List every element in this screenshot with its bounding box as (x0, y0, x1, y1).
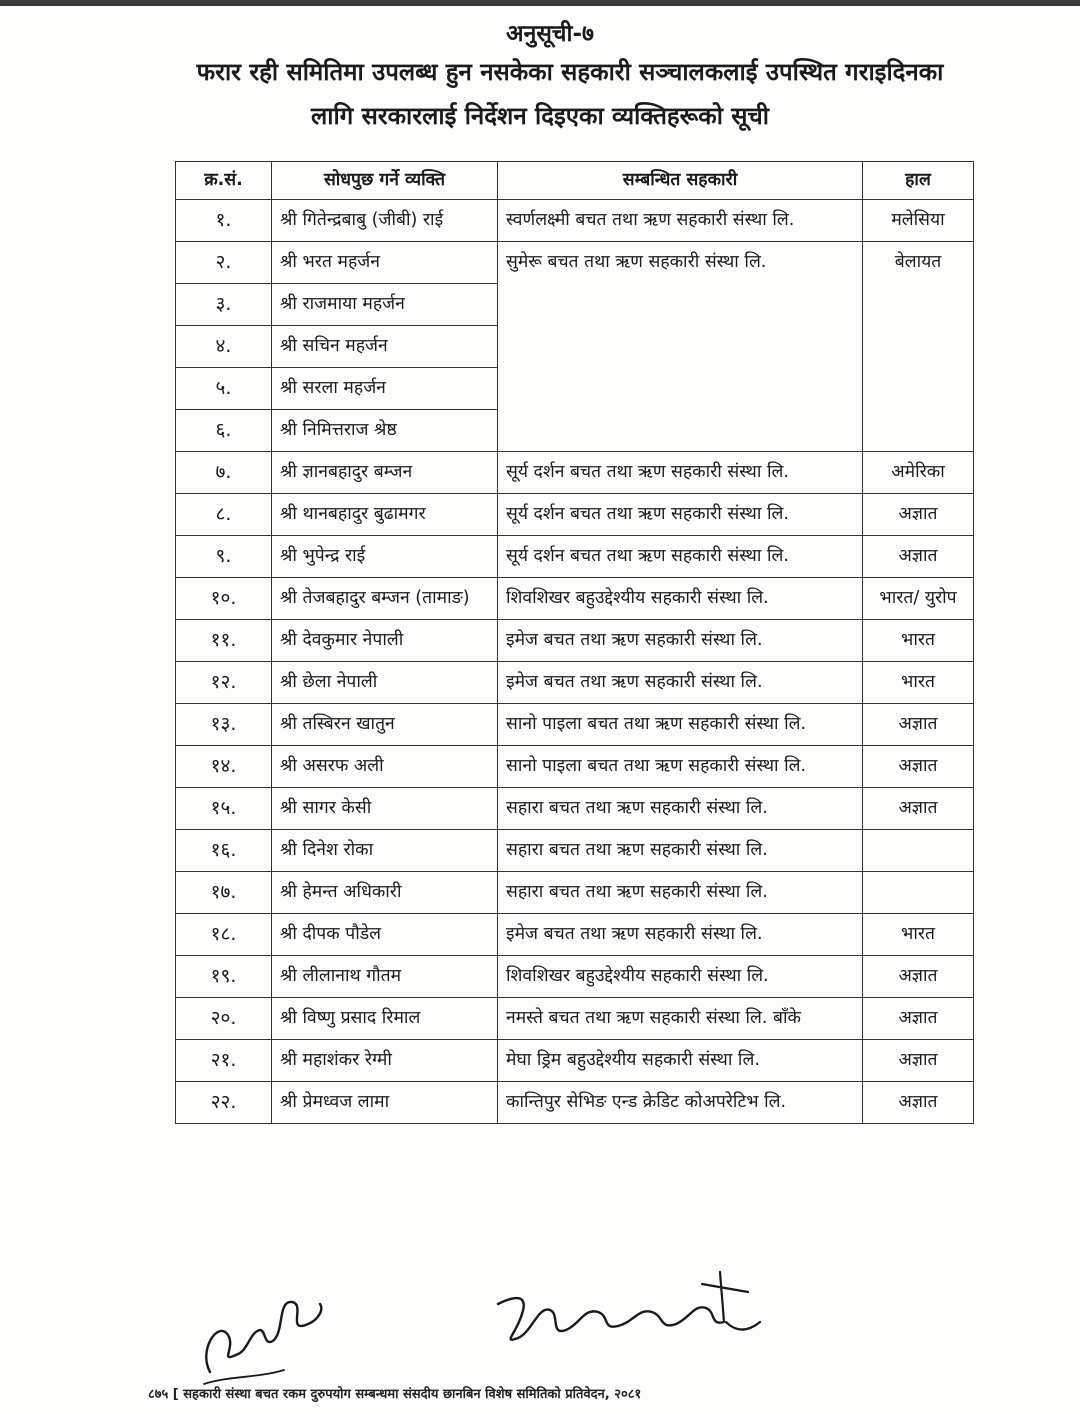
status-cell: अज्ञात (863, 1040, 974, 1082)
schedule-label: अनुसूची-७ (506, 21, 594, 47)
heading-line-1: फरार रही समितिमा उपलब्ध हुन नसकेका सहकारी सञ्चालकलाई उपस्थित गराइदिनका (196, 58, 944, 86)
cooperative-cell: सूर्य दर्शन बचत तथा ऋण सहकारी संस्था लि. (498, 494, 863, 536)
serial-cell: ६. (176, 410, 272, 452)
table-row (176, 830, 974, 872)
status-cell: भारत (863, 914, 974, 956)
serial-cell: १६. (176, 830, 272, 872)
person-cell: श्री ज्ञानबहादुर बम्जन (272, 452, 498, 494)
person-cell: श्री भरत महर्जन (272, 242, 498, 284)
serial-cell: १९. (176, 956, 272, 998)
top-border (0, 0, 1080, 6)
serial-cell: ४. (176, 326, 272, 368)
table-row (176, 452, 974, 494)
status-cell: भारत/ युरोप (863, 578, 974, 620)
person-cell: श्री देवकुमार नेपाली (272, 620, 498, 662)
table-row (176, 200, 974, 242)
serial-cell: ८. (176, 494, 272, 536)
person-cell: श्री राजमाया महर्जन (272, 284, 498, 326)
status-cell: अज्ञात (863, 704, 974, 746)
table-row (176, 914, 974, 956)
table-row (176, 746, 974, 788)
serial-cell: १८. (176, 914, 272, 956)
status-cell: अमेरिका (863, 452, 974, 494)
table-row (176, 242, 974, 284)
status-cell: अज्ञात (863, 788, 974, 830)
person-cell: श्री विष्णु प्रसाद रिमाल (272, 998, 498, 1040)
cooperative-cell: सहारा बचत तथा ऋण सहकारी संस्था लि. (498, 872, 863, 914)
cooperative-cell: सूर्य दर्शन बचत तथा ऋण सहकारी संस्था लि. (498, 536, 863, 578)
status-cell: मलेसिया (863, 200, 974, 242)
table-row (176, 788, 974, 830)
status-cell (863, 872, 974, 914)
person-cell: श्री सरला महर्जन (272, 368, 498, 410)
person-cell: श्री दीपक पौडेल (272, 914, 498, 956)
serial-cell: ९. (176, 536, 272, 578)
cooperative-cell: कान्तिपुर सेभिङ एन्ड क्रेडिट कोअपरेटिभ लि. (498, 1082, 863, 1124)
serial-cell: ७. (176, 452, 272, 494)
cooperative-cell: सानो पाइला बचत तथा ऋण सहकारी संस्था लि. (498, 746, 863, 788)
status-cell: अज्ञात (863, 494, 974, 536)
page-footer: ८७५ [ सहकारी संस्था बचत रकम दुरुपयोग सम्बन्धमा संसदीय छानबिन विशेष समितिको प्रतिवेदन, २०८१ (148, 1387, 642, 1402)
title-block (0, 16, 1080, 136)
status-cell: अज्ञात (863, 956, 974, 998)
table-row (176, 536, 974, 578)
person-cell: श्री असरफ अली (272, 746, 498, 788)
person-cell: श्री थानबहादुर बुढामगर (272, 494, 498, 536)
serial-cell: ५. (176, 368, 272, 410)
person-cell: श्री सचिन महर्जन (272, 326, 498, 368)
serial-cell: १०. (176, 578, 272, 620)
serial-cell: १७. (176, 872, 272, 914)
signature-right (488, 1264, 778, 1364)
person-cell: श्री प्रेमध्वज लामा (272, 1082, 498, 1124)
status-cell: भारत (863, 620, 974, 662)
table-row (176, 1082, 974, 1124)
person-cell: श्री महाशंकर रेग्मी (272, 1040, 498, 1082)
cooperative-cell: सहारा बचत तथा ऋण सहकारी संस्था लि. (498, 830, 863, 872)
serial-cell: ३. (176, 284, 272, 326)
status-cell: भारत (863, 662, 974, 704)
table-row (176, 662, 974, 704)
table-row (176, 1040, 974, 1082)
serial-cell: २०. (176, 998, 272, 1040)
status-cell: अज्ञात (863, 1082, 974, 1124)
status-cell: बेलायत (863, 242, 974, 452)
person-cell: श्री निमित्तराज श्रेष्ठ (272, 410, 498, 452)
cooperative-cell: स्वर्णलक्ष्मी बचत तथा ऋण सहकारी संस्था लि. (498, 200, 863, 242)
table-row (176, 998, 974, 1040)
table-row (176, 494, 974, 536)
header-cooperative: सम्बन्धित सहकारी (498, 162, 863, 200)
person-cell: श्री सागर केसी (272, 788, 498, 830)
person-cell: श्री दिनेश रोका (272, 830, 498, 872)
serial-cell: १२. (176, 662, 272, 704)
serial-cell: १. (176, 200, 272, 242)
cooperative-cell: इमेज बचत तथा ऋण सहकारी संस्था लि. (498, 914, 863, 956)
cooperative-cell: इमेज बचत तथा ऋण सहकारी संस्था लि. (498, 620, 863, 662)
header-status: हाल (863, 162, 974, 200)
person-cell: श्री गितेन्द्रबाबु (जीबी) राई (272, 200, 498, 242)
person-cell: श्री तेजबहादुर बम्जन (तामाङ) (272, 578, 498, 620)
table-row (176, 704, 974, 746)
absconder-table (175, 161, 974, 1124)
serial-cell: २१. (176, 1040, 272, 1082)
person-cell: श्री तस्बिरन खातुन (272, 704, 498, 746)
serial-cell: ११. (176, 620, 272, 662)
header-serial: क्र.सं. (176, 162, 272, 200)
status-cell: अज्ञात (863, 998, 974, 1040)
serial-cell: १३. (176, 704, 272, 746)
cooperative-cell: मेघा ड्रिम बहुउद्देश्यीय सहकारी संस्था लि. (498, 1040, 863, 1082)
person-cell: श्री हेमन्त अधिकारी (272, 872, 498, 914)
table-row (176, 620, 974, 662)
signature-left (188, 1280, 338, 1390)
status-cell: अज्ञात (863, 746, 974, 788)
header-person: सोधपुछ गर्ने व्यक्ति (272, 162, 498, 200)
heading-line-2: लागि सरकारलाई निर्देशन दिइएका व्यक्तिहरूको सूची (311, 102, 769, 130)
serial-cell: १५. (176, 788, 272, 830)
serial-cell: १४. (176, 746, 272, 788)
person-cell: श्री लीलानाथ गौतम (272, 956, 498, 998)
cooperative-cell: शिवशिखर बहुउद्देश्यीय सहकारी संस्था लि. (498, 956, 863, 998)
cooperative-cell: शिवशिखर बहुउद्देश्यीय सहकारी संस्था लि. (498, 578, 863, 620)
person-cell: श्री भुपेन्द्र राई (272, 536, 498, 578)
cooperative-cell: सुमेरू बचत तथा ऋण सहकारी संस्था लि. (498, 242, 863, 452)
serial-cell: २. (176, 242, 272, 284)
table-row (176, 956, 974, 998)
person-cell: श्री छेला नेपाली (272, 662, 498, 704)
status-cell (863, 830, 974, 872)
cooperative-cell: सहारा बचत तथा ऋण सहकारी संस्था लि. (498, 788, 863, 830)
table-row (176, 872, 974, 914)
table-header-row (176, 162, 974, 200)
cooperative-cell: सानो पाइला बचत तथा ऋण सहकारी संस्था लि. (498, 704, 863, 746)
serial-cell: २२. (176, 1082, 272, 1124)
table-row (176, 578, 974, 620)
cooperative-cell: सूर्य दर्शन बचत तथा ऋण सहकारी संस्था लि. (498, 452, 863, 494)
cooperative-cell: इमेज बचत तथा ऋण सहकारी संस्था लि. (498, 662, 863, 704)
cooperative-cell: नमस्ते बचत तथा ऋण सहकारी संस्था लि. बाँके (498, 998, 863, 1040)
status-cell: अज्ञात (863, 536, 974, 578)
